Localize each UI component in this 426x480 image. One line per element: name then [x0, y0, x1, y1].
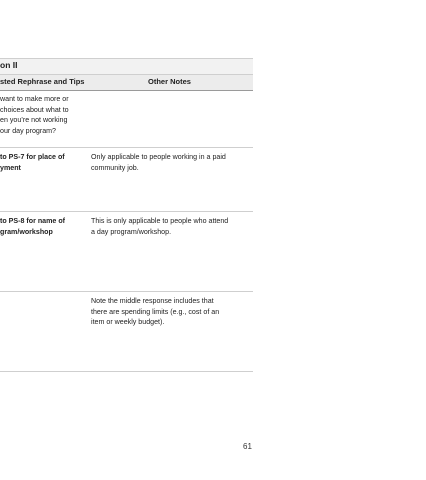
notes-cell: Note the middle response includes that there are spending limits (e.g., cost of an item or weekly budget).	[91, 297, 220, 326]
notes-cell: This is only applicable to people who attend a day program/workshop.	[91, 217, 229, 236]
page-number: 61	[243, 442, 252, 451]
table-row	[0, 90, 253, 148]
rephrase-cell: want to make more or choices about what to en you’re not working our day program?	[0, 95, 69, 135]
column-header-row	[0, 74, 253, 91]
section-header	[0, 58, 253, 74]
rephrase-cell: to PS-8 for name of gram/workshop	[0, 217, 66, 236]
section-title: on II	[0, 60, 18, 70]
table-row	[0, 212, 253, 292]
column-header-rephrase: sted Rephrase and Tips	[0, 77, 85, 86]
table-row	[0, 148, 253, 212]
table-row	[0, 292, 253, 372]
rephrase-cell: to PS-7 for place of yment	[0, 153, 65, 172]
notes-cell: Only applicable to people working in a paid community job.	[91, 153, 226, 172]
column-header-notes: Other Notes	[148, 77, 191, 86]
